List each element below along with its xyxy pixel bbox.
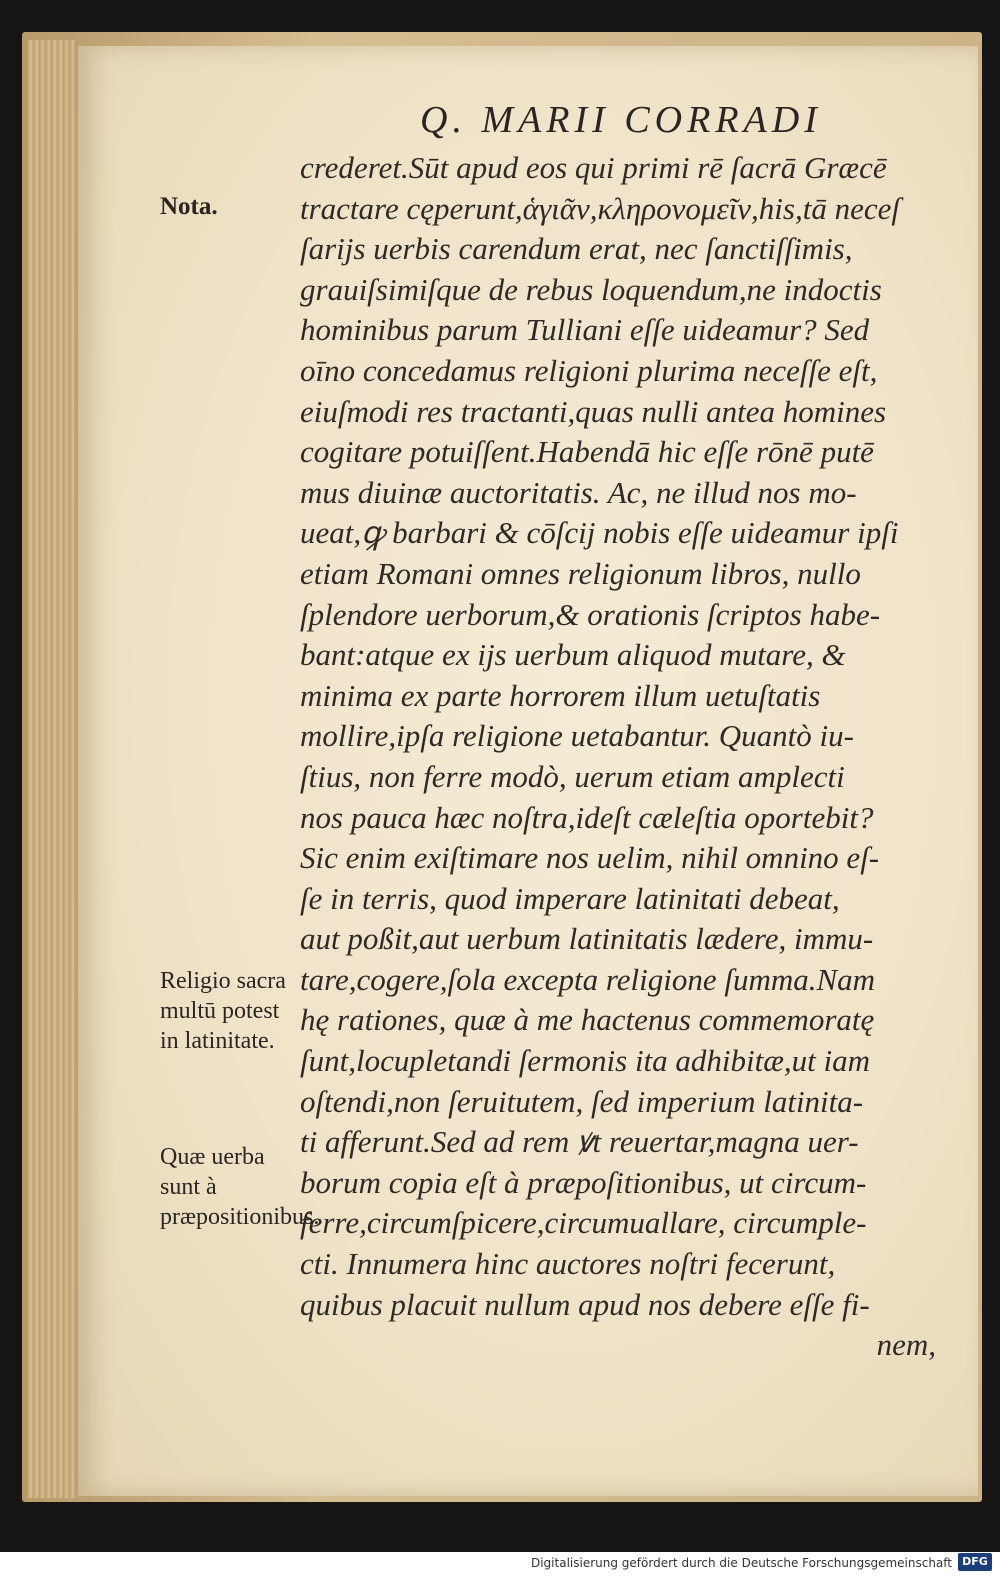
fore-edge-leaves: [28, 40, 76, 1498]
text-line: tare,cogere,ſola excepta religione ſumma.Nam: [300, 961, 876, 997]
text-line: ſunt,locupletandi ſermonis ita adhibitæ,ut iam: [300, 1043, 871, 1079]
text-line: aut poßit,aut uerbum latinitatis lædere, immu-: [300, 921, 874, 957]
margin-note-religio: Religio sacra multū potest in latinitate.: [160, 968, 286, 1054]
margin-note-uerba: Quæ uerba sunt à præpositionibus.: [160, 1144, 320, 1230]
text-line: ſtius, non ferre modò, uerum etiam amplecti: [300, 758, 845, 794]
text-line: ſarijs uerbis carendum erat, nec ſanctiſſimis,: [300, 231, 853, 267]
text-line: ferre,circumſpicere,circumuallare, circumple-: [300, 1205, 867, 1241]
text-line: cti. Innumera hinc auctores noſtri fecerunt,: [300, 1246, 836, 1282]
text-line: hominibus parum Tulliani eſſe uideamur? Sed: [300, 312, 870, 348]
body-text: [300, 148, 960, 1366]
text-line: mollire,ipſa religione uetabantur. Quantò iu-: [300, 718, 854, 754]
text-line: nos pauca hæc noſtra,ideſt cæleſtia oportebit?: [300, 799, 874, 835]
text-line: minima ex parte horrorem illum uetuſtatis: [300, 677, 821, 713]
text-line: crederet.Sūt apud eos qui primi rē ſacrā Græcē: [300, 150, 887, 185]
text-line: grauiſsimiſque de rebus loquendum,ne indoctis: [300, 271, 882, 307]
funding-credit: Digitalisierung gefördert durch die Deutsche Forschungsgemeinschaft: [530, 1556, 952, 1570]
text-line: etiam Romani omnes religionum libros, nullo: [300, 555, 861, 591]
text-line: Sic enim exiſtimare nos uelim, nihil omnino eſ-: [300, 840, 880, 876]
margin-note-nota: Nota.: [160, 193, 218, 220]
text-line: quibus placuit nullum apud nos debere eſſe fi-: [300, 1286, 870, 1322]
catchword: nem,: [876, 1327, 936, 1363]
dfg-logo: DFG: [958, 1553, 992, 1571]
text-line: oīno concedamus religioni plurima neceſſe eſt,: [300, 352, 878, 388]
text-line: borum copia eſt à præpoſitionibus, ut circum-: [300, 1164, 867, 1200]
text-line: oſtendi,non ſeruitutem, ſed imperium latinita-: [300, 1083, 864, 1119]
text-line: hę rationes, quæ à me hactenus commemoratę: [300, 1002, 875, 1038]
text-line: ueat,ꝙ barbari & cōſcij nobis eſſe uideamur ipſi: [300, 515, 899, 551]
text-line: cogitare potuiſſent.Habendā hic eſſe rōnē putē: [300, 434, 874, 470]
running-head: Q. MARII CORRADI: [420, 99, 822, 141]
text-line: ſe in terris, quod imperare latinitati debeat,: [300, 880, 840, 916]
text-line: mus diuinæ auctoritatis. Ac, ne illud nos mo-: [300, 474, 857, 510]
text-line: tractare cęperunt,ἁγιᾶν,κληρονομεῖν,his,tā neceſ: [300, 190, 900, 226]
text-line: eiuſmodi res tractanti,quas nulli antea homines: [300, 393, 887, 429]
text-line: bant:atque ex ijs uerbum aliquod mutare, &: [300, 637, 846, 673]
text-line: ſplendore uerborum,& orationis ſcriptos habe-: [300, 596, 881, 632]
text-line: ti afferunt.Sed ad rem ꝟt reuertar,magna uer-: [300, 1124, 859, 1160]
